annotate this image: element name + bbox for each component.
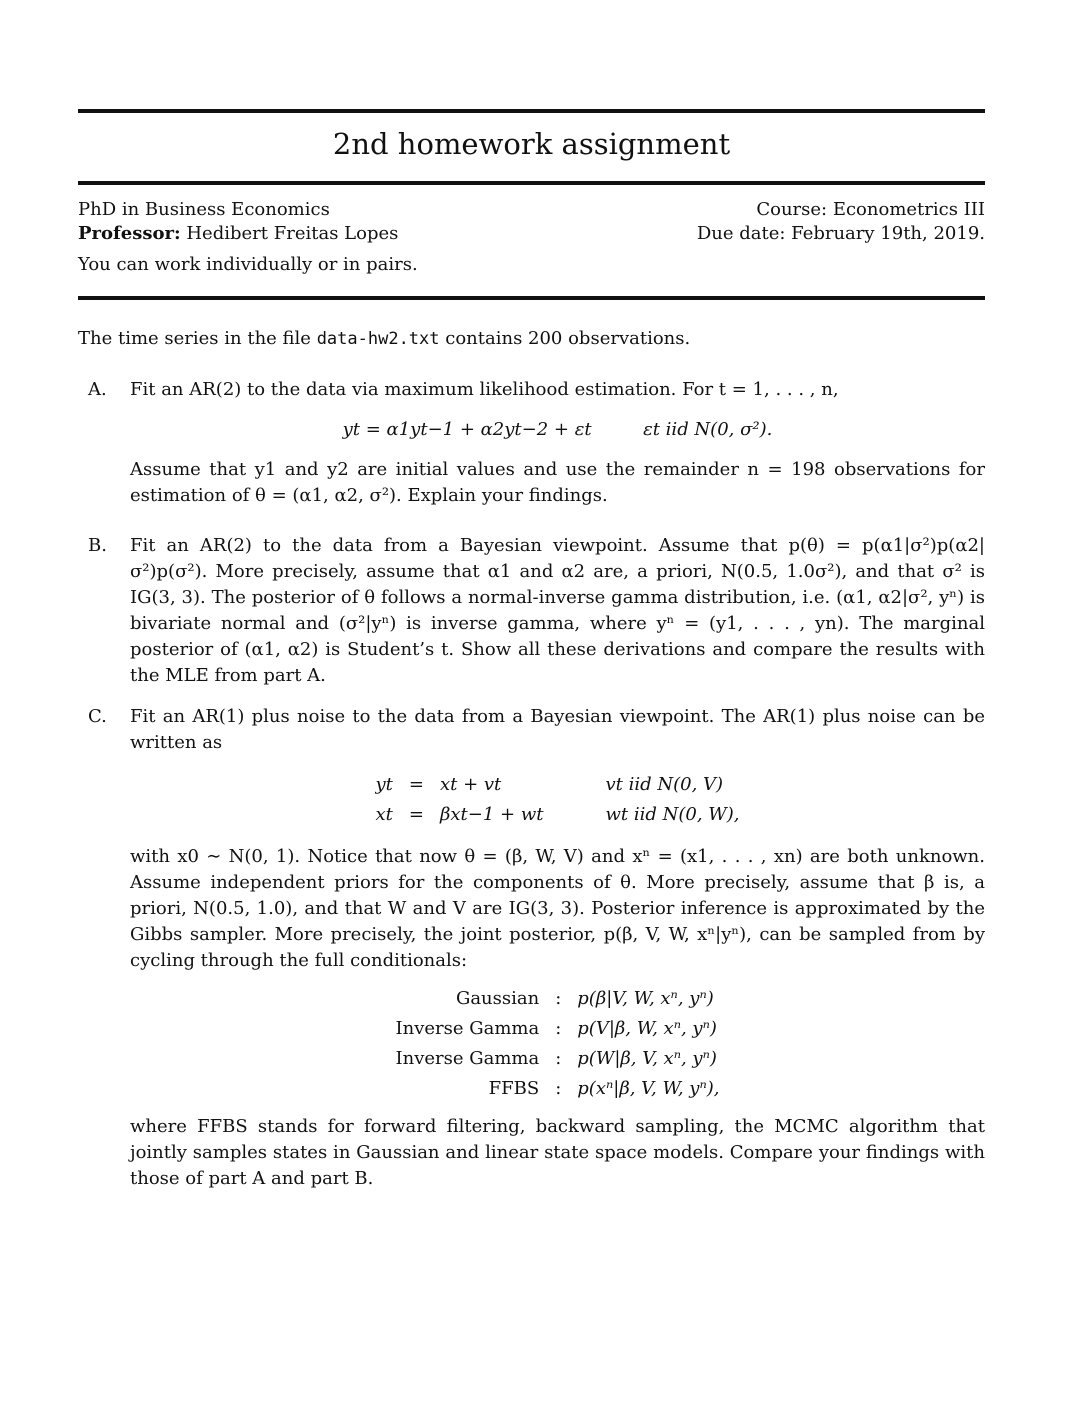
eq-noise: vt iid N(0, V) — [605, 774, 724, 795]
state-space-system — [367, 770, 747, 830]
part-b-label: B. — [88, 535, 107, 556]
intro-after: contains 200 observations. — [439, 328, 691, 349]
header-note: You can work individually or in pairs. — [78, 254, 418, 275]
document-title: 2nd homework assignment — [332, 127, 731, 161]
ar2-noise: εt iid N(0, σ²). — [643, 419, 773, 440]
part-c-text1: Fit an AR(1) plus noise to the data from a Bayesian viewpoint. The AR(1) plus noise can be written as — [130, 706, 985, 753]
ar2-equation: yt = α1yt−1 + α2yt−2 + εt — [342, 419, 592, 440]
part-b-text: Fit an AR(2) to the data from a Bayesian viewpoint. Assume that p(θ) = p(α1|σ²)p(α2|σ²)p(σ²). More precisely, assume that α1 and α2 are, a priori, N(0.5, 1.0σ²), and that σ² is IG(3, 3). The posterior of θ follows a normal-inverse gamma distribution, i.e. (α1, α2|σ², yⁿ) is bivariate normal and (σ²|yⁿ) is inverse gamma, where yⁿ = (y1, . . . , yn). The marginal posterior of (α1, α2) is Student’s t. Show all these derivations and compare the results with the MLE from part A. — [130, 535, 985, 686]
header-rule — [78, 296, 985, 300]
eq-lhs: xt — [375, 804, 393, 825]
full-conditionals — [387, 984, 727, 1104]
eq-rhs: βxt−1 + wt — [439, 804, 544, 825]
conditional-expr: p(W|β, V, xⁿ, yⁿ) — [577, 1048, 717, 1069]
conditional-name: Gaussian — [455, 988, 540, 1009]
professor-name: Hedibert Freitas Lopes — [186, 223, 399, 244]
part-a — [88, 377, 985, 509]
conditional-sep: : — [555, 1018, 562, 1039]
data-filename: data-hw2.txt — [316, 329, 440, 349]
part-c — [88, 704, 985, 1192]
top-rule — [78, 109, 985, 113]
course-text: Course: Econometrics III — [756, 199, 985, 220]
part-a-equation — [130, 417, 985, 443]
observation-equation — [367, 770, 747, 800]
eq-noise: wt iid N(0, W), — [605, 804, 740, 825]
conditional-expr: p(V|β, W, xⁿ, yⁿ) — [577, 1018, 717, 1039]
conditional-row — [387, 1074, 727, 1104]
intro-paragraph — [78, 326, 985, 352]
conditional-name: FFBS — [488, 1078, 540, 1099]
eq-sign: = — [408, 804, 424, 825]
conditional-name: Inverse Gamma — [395, 1048, 540, 1069]
conditional-expr: p(xⁿ|β, V, W, yⁿ), — [577, 1078, 720, 1099]
part-a-text2: Assume that y1 and y2 are initial values and use the remainder n = 198 observations for estimation of θ = (α1, α2, σ²). Explain your findings. — [130, 459, 985, 506]
conditional-row — [387, 1014, 727, 1044]
eq-lhs: yt — [375, 774, 393, 795]
conditional-name: Inverse Gamma — [395, 1018, 540, 1039]
conditional-sep: : — [555, 1048, 562, 1069]
program-text: PhD in Business Economics — [78, 199, 330, 220]
conditional-row — [387, 1044, 727, 1074]
eq-rhs: xt + vt — [439, 774, 502, 795]
part-a-label: A. — [88, 379, 107, 400]
part-c-label: C. — [88, 706, 107, 727]
title-rule — [78, 181, 985, 185]
professor-label: Professor: — [78, 223, 181, 244]
document-page — [78, 0, 985, 1408]
intro-before: The time series in the file — [78, 328, 317, 349]
part-c-text3: where FFBS stands for forward filtering, backward sampling, the MCMC algorithm that jointly samples states in Gaussian and linear state space models. Compare your findings with those of part A and part B. — [130, 1116, 985, 1189]
conditional-row — [387, 984, 727, 1014]
conditional-sep: : — [555, 1078, 562, 1099]
conditional-sep: : — [555, 988, 562, 1009]
part-c-text2: with x0 ∼ N(0, 1). Notice that now θ = (β, W, V) and xⁿ = (x1, . . . , xn) are both unknown. Assume independent priors for the components of θ. More precisely, assume that β is, a priori, N(0.5, 1.0), and that W and V are IG(3, 3). Posterior inference is approximated by the Gibbs sampler. More precisely, the joint posterior, p(β, V, W, xⁿ|yⁿ), can be sampled from by cycling through the full conditionals: — [130, 846, 985, 971]
due-date-text: Due date: February 19th, 2019. — [696, 223, 985, 244]
part-b — [88, 533, 985, 689]
header-row-1 — [78, 198, 985, 222]
conditional-expr: p(β|V, W, xⁿ, yⁿ) — [577, 988, 714, 1009]
eq-sign: = — [408, 774, 424, 795]
header-row-2 — [78, 222, 985, 246]
part-a-text1: Fit an AR(2) to the data via maximum likelihood estimation. For t = 1, . . . , n, — [130, 379, 839, 400]
state-equation — [367, 800, 747, 830]
